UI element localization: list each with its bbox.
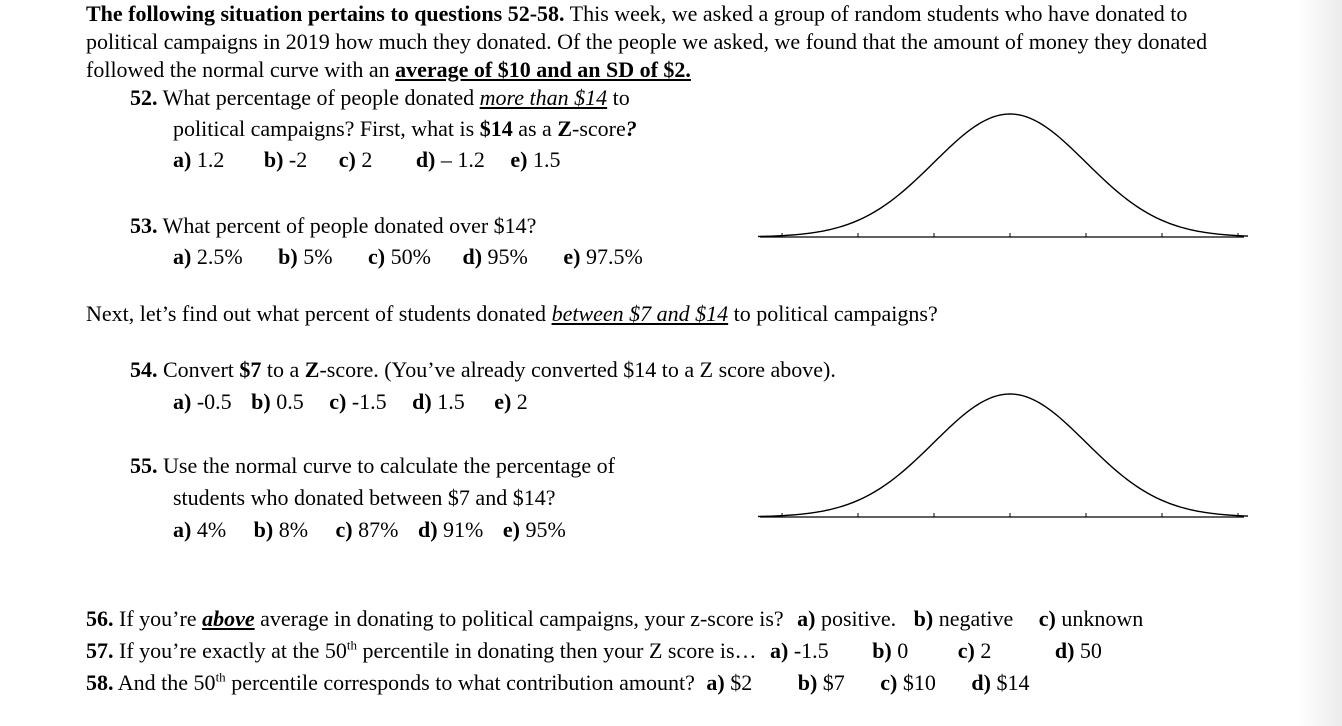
q54-option-e[interactable]	[494, 388, 528, 416]
q54-number: 54.	[130, 357, 158, 382]
q56-option-b-label: b)	[913, 606, 934, 631]
q52-line1-pre: What percentage of people donated	[162, 85, 480, 110]
q58-option-b-label: b)	[797, 670, 818, 695]
q53-option-a[interactable]	[173, 243, 243, 271]
q53-option-b[interactable]	[278, 243, 332, 271]
q55-option-b[interactable]	[254, 516, 308, 544]
q55-option-c[interactable]	[336, 516, 399, 544]
q52-option-c[interactable]	[339, 146, 373, 174]
q58-line	[86, 669, 1029, 697]
q52-options	[173, 146, 560, 174]
q52-option-b-label: b)	[263, 147, 284, 172]
q54-option-d[interactable]	[412, 388, 465, 416]
q52-line2-mid: as a	[512, 116, 558, 141]
q58-option-d-text: $14	[990, 670, 1030, 695]
q58-option-a[interactable]	[706, 669, 752, 697]
q52-line-2	[173, 115, 637, 143]
q55-option-c-label: c)	[335, 517, 353, 542]
q56-option-b-text: negative	[933, 606, 1014, 631]
q55-option-e-text: 95%	[519, 517, 566, 542]
q54-mid: to a	[261, 357, 305, 382]
q53-option-d-label: d)	[462, 244, 483, 269]
q54-b1: $7	[239, 357, 262, 382]
q54-option-b-text: 0.5	[270, 389, 304, 414]
q55-option-d-text: 91%	[437, 517, 484, 542]
q56-option-a[interactable]	[797, 605, 896, 633]
q58-option-d-label: d)	[971, 670, 991, 695]
q56-option-c[interactable]	[1039, 605, 1143, 633]
q55-line-2: students who donated between $7 and $14?	[173, 485, 556, 510]
q54-option-d-text: 1.5	[431, 389, 465, 414]
q56-option-c-text: unknown	[1055, 606, 1144, 631]
q57-option-a-text: -1.5	[788, 638, 829, 663]
q54-option-c-label: c)	[329, 389, 347, 414]
q53-option-e[interactable]	[563, 243, 642, 271]
q52-line1-post: to	[607, 85, 630, 110]
q55-option-d-label: d)	[417, 517, 438, 542]
q57-option-b-label: b)	[872, 638, 892, 663]
q52-option-d-label: d)	[415, 147, 436, 172]
q54-option-b-label: b)	[251, 389, 271, 414]
intro-line3-bold: average of $10 and an SD of $2.	[395, 57, 691, 82]
intro-bold-lead: The following situation pertains to questions 52-58.	[86, 1, 565, 26]
q53-option-e-label: e)	[563, 244, 581, 269]
q56-line	[86, 605, 1143, 633]
q53-option-a-label: a)	[173, 244, 192, 269]
next-paragraph	[86, 300, 938, 328]
q58-option-c[interactable]	[880, 669, 936, 697]
intro-line3-pre: followed the normal curve with an	[86, 57, 396, 82]
q52-option-e[interactable]	[510, 146, 560, 174]
normal-curve-2-bell	[758, 394, 1248, 517]
q57-sup: th	[346, 637, 357, 653]
q54-option-e-text: 2	[511, 389, 528, 414]
q52-line2-b2: Z	[557, 116, 573, 141]
q54-post: -score. (You’ve already converted $14 to a Z score above).	[319, 357, 836, 382]
q57-option-c-label: c)	[957, 638, 975, 663]
normal-curve-2	[758, 388, 1248, 522]
q54-line-1	[130, 356, 836, 384]
q55-line1: Use the normal curve to calculate the percentage of	[163, 453, 615, 478]
q57-option-b[interactable]	[872, 637, 908, 665]
q54-option-a-text: -0.5	[191, 389, 232, 414]
q52-line-1	[130, 84, 630, 112]
q57-option-d-label: d)	[1054, 638, 1075, 663]
q52-option-a[interactable]	[173, 146, 224, 174]
q56-option-a-text: positive.	[815, 606, 897, 631]
q52-option-c-label: c)	[338, 147, 356, 172]
q54-option-e-label: e)	[494, 389, 512, 414]
q52-option-a-text: 1.2	[191, 147, 225, 172]
q58-option-b-text: $7	[817, 670, 845, 695]
q58-sup: th	[215, 669, 226, 685]
q52-option-d[interactable]	[416, 146, 485, 174]
q54-option-a[interactable]	[173, 388, 232, 416]
q58-option-a-text: $2	[724, 670, 753, 695]
q54-option-c-text: -1.5	[346, 389, 387, 414]
intro-line-3	[86, 56, 691, 84]
intro-line-2: political campaigns in 2019 how much they donated. Of the people we asked, we found that the amount of money they donated	[86, 29, 1208, 54]
q53-option-b-label: b)	[278, 244, 298, 269]
q58-option-d[interactable]	[971, 669, 1029, 697]
next-post: to political campaigns?	[728, 301, 938, 326]
q55-line-1	[130, 452, 615, 480]
q56-option-b[interactable]	[914, 605, 1014, 633]
q57-line	[86, 637, 1102, 665]
q55-option-b-text: 8%	[273, 517, 309, 542]
q56-number: 56.	[86, 606, 114, 631]
q54-options	[173, 388, 528, 416]
q54-option-c[interactable]	[329, 388, 386, 416]
q53-option-e-text: 97.5%	[580, 244, 643, 269]
q56-option-c-label: c)	[1038, 606, 1056, 631]
q57-post: percentile in donating then your Z score is…	[356, 638, 757, 663]
q52-line1-emph: more than $14	[479, 85, 608, 110]
q53-options	[173, 243, 643, 271]
q55-option-e-label: e)	[502, 517, 520, 542]
normal-curve-1	[758, 108, 1248, 242]
q55-option-a-text: 4%	[191, 517, 227, 542]
q52-option-e-text: 1.5	[527, 147, 561, 172]
q58-post: percentile corresponds to what contribution amount?	[225, 670, 695, 695]
q55-option-c-text: 87%	[352, 517, 399, 542]
q58-option-b[interactable]	[798, 669, 845, 697]
q55-option-a[interactable]	[173, 516, 226, 544]
q58-number: 58.	[86, 670, 114, 695]
q58-pre: And the 50	[113, 670, 216, 695]
q53-option-d[interactable]	[462, 243, 527, 271]
intro-line-1	[86, 0, 1187, 28]
q53-line-1	[130, 212, 536, 240]
q57-option-a-label: a)	[770, 638, 789, 663]
q52-option-b-text: -2	[283, 147, 308, 172]
q53-option-a-text: 2.5%	[191, 244, 243, 269]
q55-number: 55.	[130, 453, 158, 478]
q57-pre: If you’re exactly at the 50	[113, 638, 347, 663]
q52-line2-post: -score	[572, 116, 626, 141]
q58-option-a-label: a)	[706, 670, 725, 695]
q55-option-d[interactable]	[418, 516, 483, 544]
q53-option-c-label: c)	[368, 244, 386, 269]
q53-number: 53.	[130, 213, 158, 238]
q57-option-d-text: 50	[1074, 638, 1102, 663]
q58-option-c-text: $10	[897, 670, 936, 695]
q56-emph: above	[202, 606, 255, 631]
intro-line1-rest: This week, we asked a group of random students who have donated to	[564, 1, 1188, 26]
q57-option-d[interactable]	[1055, 637, 1102, 665]
q55-option-a-label: a)	[173, 517, 192, 542]
q53-option-b-text: 5%	[297, 244, 333, 269]
q56-post: average in donating to political campaigns, your z-score is?	[254, 606, 784, 631]
q53-text: What percent of people donated over $14?	[162, 213, 537, 238]
q55-option-b-label: b)	[253, 517, 274, 542]
q52-line2-q: ?	[625, 116, 637, 141]
q56-option-a-label: a)	[797, 606, 816, 631]
q52-option-e-label: e)	[510, 147, 528, 172]
normal-curve-1-bell	[758, 114, 1248, 237]
q54-option-a-label: a)	[173, 389, 192, 414]
q52-option-c-text: 2	[355, 147, 373, 172]
q52-option-b[interactable]	[264, 146, 307, 174]
next-pre: Next, let’s find out what percent of students donated	[86, 301, 552, 326]
q58-option-c-label: c)	[880, 670, 898, 695]
q53-option-d-text: 95%	[482, 244, 528, 269]
q54-option-b[interactable]	[251, 388, 304, 416]
q53-option-c-text: 50%	[385, 244, 431, 269]
q52-number: 52.	[130, 85, 158, 110]
q57-option-c-text: 2	[974, 638, 992, 663]
q56-pre: If you’re	[113, 606, 203, 631]
q52-option-a-label: a)	[173, 147, 192, 172]
q54-b2: Z	[304, 357, 320, 382]
q52-option-d-text: – 1.2	[435, 147, 485, 172]
q54-option-d-label: d)	[412, 389, 432, 414]
q57-number: 57.	[86, 638, 114, 663]
q52-line2-b1: $14	[479, 116, 513, 141]
q57-option-b-text: 0	[891, 638, 909, 663]
q55-options	[173, 516, 566, 544]
q52-line2-pre: political campaigns? First, what is	[173, 116, 480, 141]
next-emph: between $7 and $14	[551, 301, 729, 326]
q53-option-c[interactable]	[368, 243, 431, 271]
q54-pre: Convert	[163, 357, 240, 382]
q57-option-a[interactable]	[770, 637, 829, 665]
q55-option-e[interactable]	[503, 516, 566, 544]
page-edge-shadow	[1298, 0, 1342, 726]
q57-option-c[interactable]	[958, 637, 992, 665]
